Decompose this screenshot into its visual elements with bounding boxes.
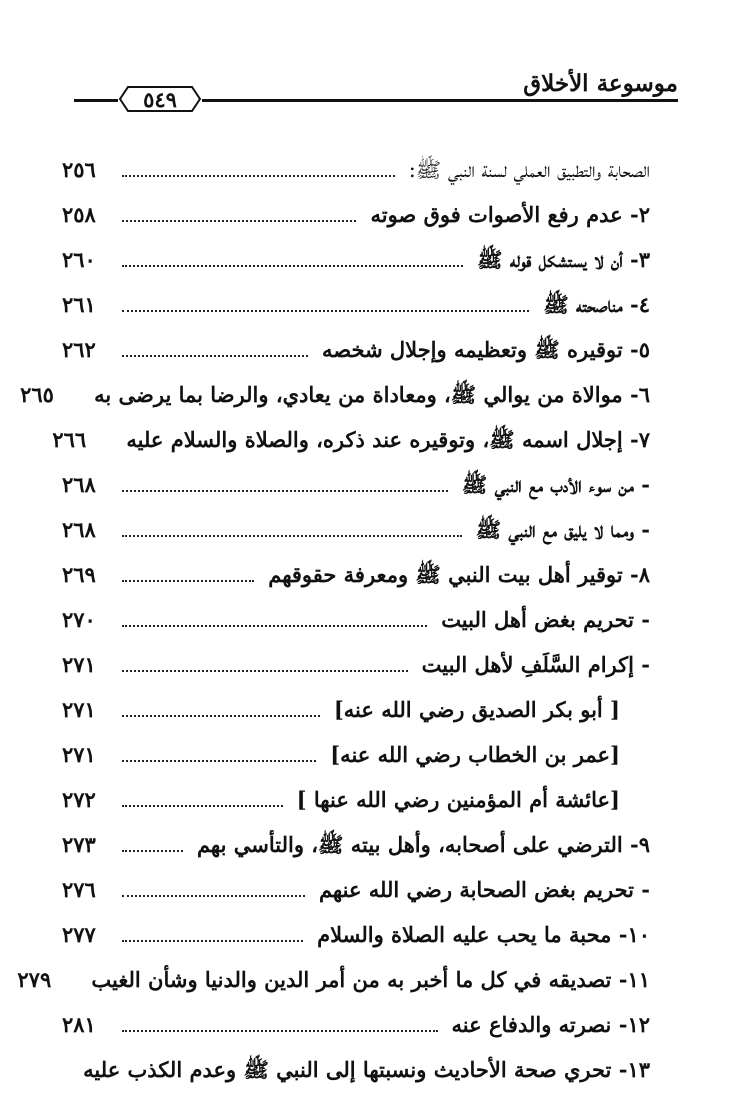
page-header (0, 0, 756, 120)
toc-entry-title: ٥- توقيره ﷺ وتعظيمه وإجلال شخصه (321, 337, 650, 362)
toc-row (62, 325, 650, 365)
dot-leader (122, 805, 283, 807)
dot-leader (122, 760, 316, 762)
dot-leader (122, 670, 408, 672)
dot-leader (122, 310, 529, 312)
toc-row (62, 145, 650, 185)
toc-row (62, 730, 650, 770)
dot-leader (122, 895, 305, 897)
toc-entry-page: ٢٧٣ (62, 832, 96, 857)
toc-entry-page: ٢٧١ (62, 742, 96, 767)
toc-entry-title: - إكرام السَّلَفِ لأهل البيت (421, 652, 650, 677)
toc-entry-page: ٢٧١ (62, 697, 96, 722)
toc-row (62, 865, 650, 905)
dot-leader (122, 535, 462, 537)
toc-entry-page: ٢٧٩ (17, 967, 52, 992)
toc-entry-title: ٧- إجلال اسمه ﷺ، وتوقيره عند ذكره، والصلاة والسلام عليه (126, 427, 650, 452)
toc-entry-page: ٢٦٢ (62, 337, 96, 362)
toc-entry-page: ٢٧٧ (62, 922, 96, 947)
toc-entry-title: - تحريم بغض أهل البيت (441, 607, 650, 632)
toc-entry-title: ٢- عدم رفع الأصوات فوق صوته (370, 202, 650, 227)
dot-leader (122, 1030, 438, 1032)
toc-entry-page: ٢٨١ (62, 1012, 96, 1037)
toc-entry-page: ٢٦٦ (52, 427, 87, 452)
toc-row (62, 550, 650, 590)
toc-row (20, 370, 650, 410)
toc-entry-page: ٢٥٨ (62, 202, 96, 227)
toc-entry-title: [عمر بن الخطاب رضي الله عنه] (330, 742, 620, 767)
toc-row (62, 190, 650, 230)
toc-entry-title: الصحابة والتطبيق العملي لسنة النبي ﷺ: (408, 158, 650, 182)
toc-entry-title: ٦- موالاة من يوالي ﷺ، ومعاداة من يعادي، والرضا بما يرضى به (94, 382, 650, 407)
toc-entry-title: ١٠- محبة ما يحب عليه الصلاة والسلام (317, 922, 650, 947)
toc-entry-page: ٢٧١ (62, 652, 96, 677)
toc-row (62, 910, 650, 950)
toc-entry-title: ٤- مناصحته ﷺ (543, 292, 650, 317)
toc-row (62, 595, 650, 635)
toc-entry-title: [عائشة أم المؤمنين رضي الله عنها ] (296, 787, 620, 812)
toc-entry-title: - تحريم بغض الصحابة رضي الله عنهم (318, 877, 650, 902)
toc-entry-title: [ أبو بكر الصديق رضي الله عنه] (333, 697, 620, 722)
toc-entry-title: - من سوء الأدب مع النبي ﷺ (461, 472, 650, 497)
toc-entry-page: ٢٥٦ (62, 157, 96, 182)
toc-row (62, 775, 650, 815)
dot-leader (122, 490, 448, 492)
toc-entry-page: ٢٧٠ (62, 607, 96, 632)
toc-entry-page: ٢٧٢ (62, 787, 96, 812)
toc-entry-title: ٩- الترضي على أصحابه، وأهل بيته ﷺ، والتأسي بهم (196, 832, 650, 857)
book-title: موسوعة الأخلاق (523, 70, 678, 97)
toc-row (62, 460, 650, 500)
toc-entry-page: ٢٦٩ (62, 562, 96, 587)
toc-entry-title: ١٣- تحري صحة الأحاديث ونسبتها إلى النبي ﷺ وعدم الكذب عليه (83, 1057, 650, 1082)
toc-row (62, 280, 650, 320)
dot-leader (122, 850, 183, 852)
toc-row (52, 415, 650, 455)
toc-entry-page: ٢٧٦ (62, 877, 96, 902)
toc-entry-title: ٨- توقير أهل بيت النبي ﷺ ومعرفة حقوقهم (268, 562, 650, 587)
dot-leader (122, 355, 308, 357)
dot-leader (122, 220, 356, 222)
dot-leader (122, 715, 320, 717)
toc-row (62, 505, 650, 545)
toc-row (17, 955, 650, 995)
dot-leader (122, 625, 427, 627)
toc-entry-page: ٢٦٥ (20, 382, 54, 407)
toc-entry-title: - ومما لا يليق مع النبي ﷺ (475, 517, 650, 542)
toc-entry-page: ٢٦١ (62, 292, 96, 317)
toc-row (62, 1000, 650, 1040)
toc-row (62, 640, 650, 680)
toc-entry-title: ١٢- نصرته والدفاع عنه (451, 1012, 650, 1037)
toc-entry-title: ٣- أن لا يستشكل قوله ﷺ (477, 247, 650, 272)
toc-entry-page: ٢٦٨ (62, 517, 96, 542)
toc-entry-title: ١١- تصديقه في كل ما أخبر به من أمر الدين والدنيا وشأن الغيب (91, 967, 650, 992)
toc-row (62, 1045, 650, 1085)
toc-row (62, 685, 650, 725)
toc-entry-page: ٢٦٨ (62, 472, 96, 497)
page-number: ٥٤٩ (143, 86, 177, 112)
page-number-badge (118, 84, 202, 114)
dot-leader (122, 265, 463, 267)
dot-leader (122, 175, 395, 177)
dot-leader (122, 580, 254, 582)
toc-entry-page: ٢٦٠ (62, 247, 96, 272)
dot-leader (122, 940, 303, 942)
toc-row (62, 820, 650, 860)
toc-row (62, 235, 650, 275)
